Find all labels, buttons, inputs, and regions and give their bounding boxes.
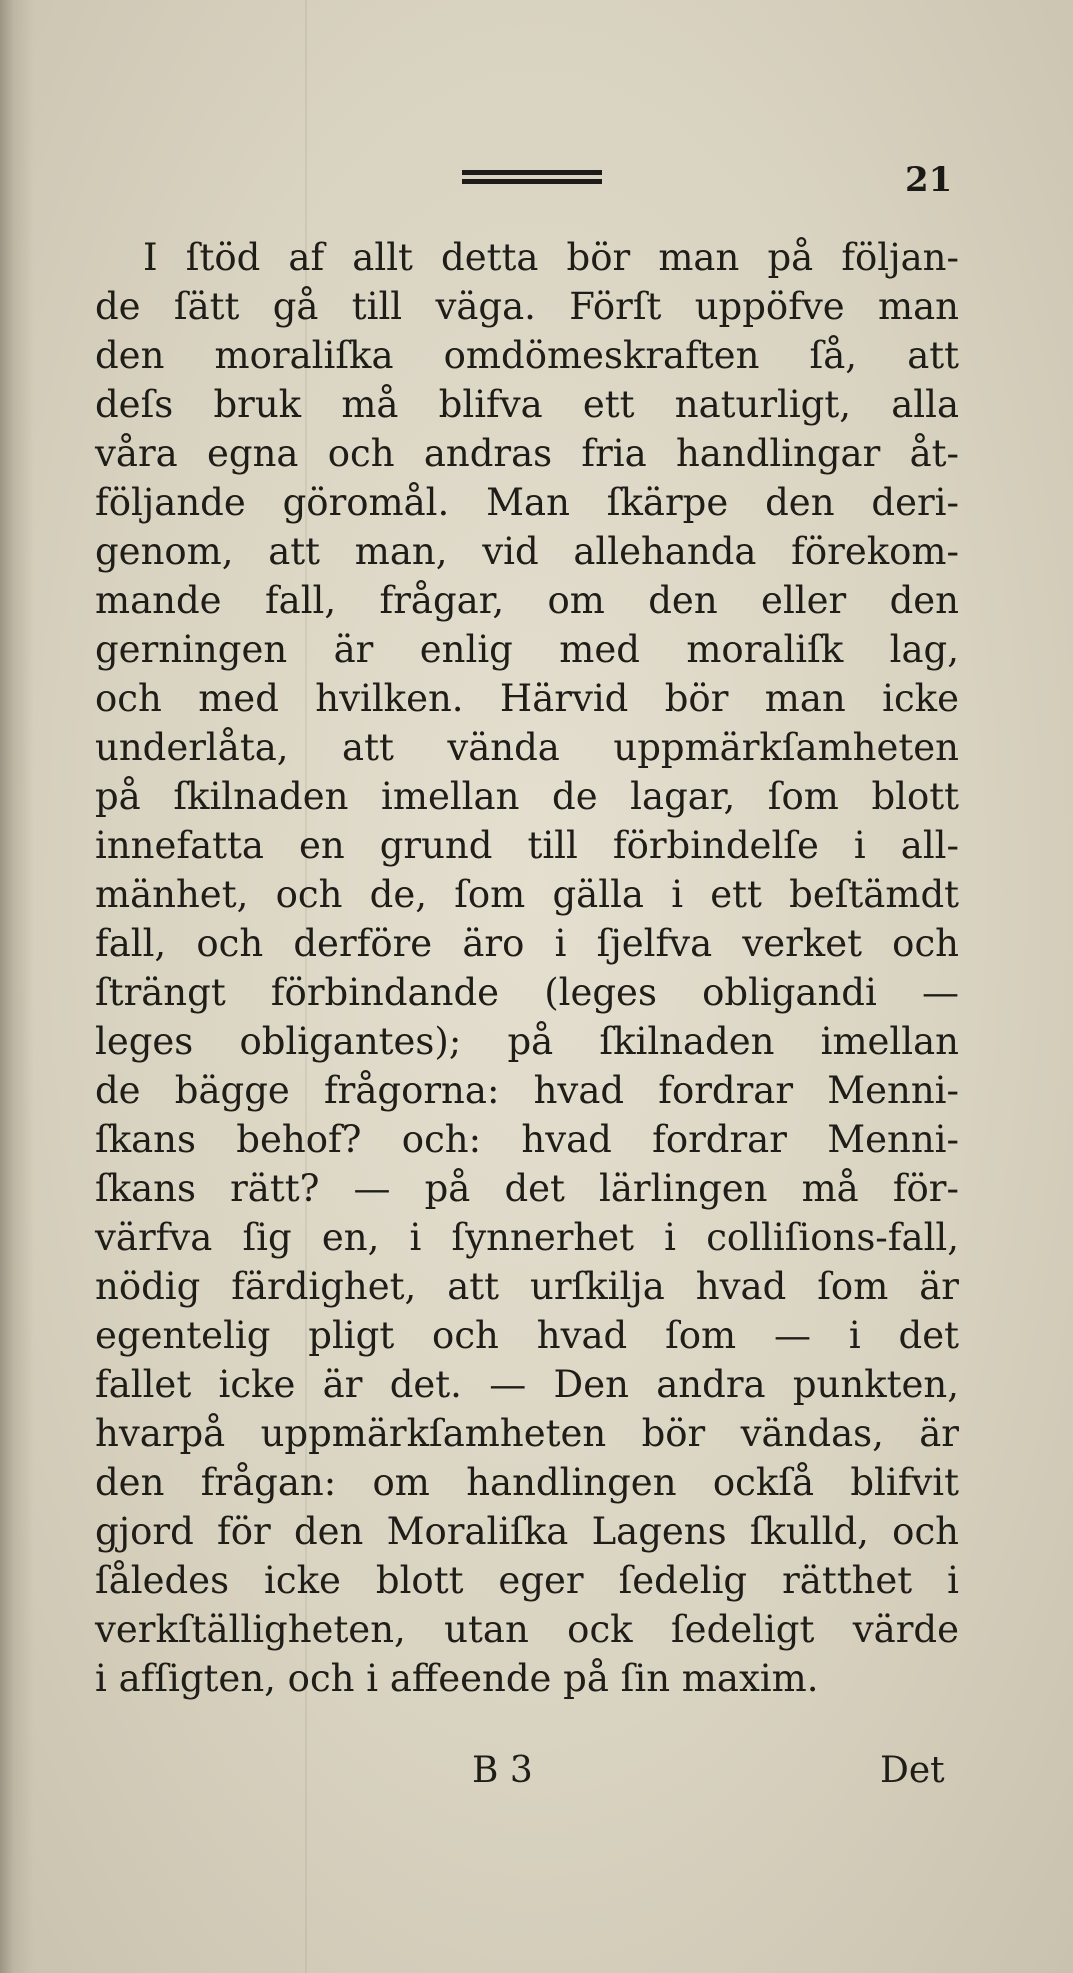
page-number: 21 xyxy=(905,160,953,200)
text-line: våra egna och andras fria handlingar åt- xyxy=(95,432,959,475)
text-line: ſträngt förbindande (leges obligandi — xyxy=(95,971,959,1014)
text-line: underlåta, att vända uppmärkſamheten xyxy=(95,726,959,769)
body-text xyxy=(95,233,959,1703)
text-line: gerningen är enlig med moraliſk lag, xyxy=(95,628,959,671)
text-line: verkſtälligheten, utan ock ſedeligt värde xyxy=(95,1608,959,1651)
catchword: Det xyxy=(880,1750,945,1791)
text-line: innefatta en grund till förbindelſe i all- xyxy=(95,824,959,867)
text-line: ſåledes icke blott eger ſedelig rätthet i xyxy=(95,1559,959,1602)
ornament-rule-top xyxy=(462,170,602,175)
text-line: fallet icke är det. — Den andra punkten, xyxy=(95,1363,959,1406)
text-line: de bägge frågorna: hvad fordrar Menni- xyxy=(95,1069,959,1112)
text-line: i afſigten, och i affeende på ſin maxim. xyxy=(95,1657,819,1700)
text-line: de ſätt gå till väga. Förſt uppöfve man xyxy=(95,285,959,328)
text-line: ſkans behof? och: hvad fordrar Menni- xyxy=(95,1118,959,1161)
text-line: fall, och derföre äro i ſjelfva verket och xyxy=(95,922,959,965)
text-line: mänhet, och de, ſom gälla i ett beſtämdt xyxy=(95,873,959,916)
ornament-rule-bottom xyxy=(462,179,602,184)
text-line: deſs bruk må blifva ett naturligt, alla xyxy=(95,383,959,426)
text-line: nödig färdighet, att urſkilja hvad ſom är xyxy=(95,1265,959,1308)
text-line: egentelig pligt och hvad ſom — i det xyxy=(95,1314,959,1357)
text-line: följande göromål. Man ſkärpe den deri- xyxy=(95,481,959,524)
text-line: och med hvilken. Härvid bör man icke xyxy=(95,677,959,720)
text-line: mande fall, frågar, om den eller den xyxy=(95,579,959,622)
text-line: värfva ſig en, i ſynnerhet i colliſions-fall, xyxy=(95,1216,959,1259)
text-line: leges obligantes); på ſkilnaden imellan xyxy=(95,1020,959,1063)
text-line: I ſtöd af allt detta bör man på följan- xyxy=(143,236,959,279)
text-line: hvarpå uppmärkſamheten bör vändas, är xyxy=(95,1412,959,1455)
text-line: på ſkilnaden imellan de lagar, ſom blott xyxy=(95,775,959,818)
text-line: ſkans rätt? — på det lärlingen må för- xyxy=(95,1167,959,1210)
text-line: den frågan: om handlingen ockſå blifvit xyxy=(95,1461,959,1504)
signature-mark: B 3 xyxy=(472,1750,533,1791)
binding-shadow xyxy=(0,0,34,1973)
text-line: den moraliſka omdömeskraften ſå, att xyxy=(95,334,959,377)
header-ornament xyxy=(462,168,602,188)
text-line: genom, att man, vid allehanda förekom- xyxy=(95,530,959,573)
text-line: gjord för den Moraliſka Lagens ſkulld, och xyxy=(95,1510,959,1553)
